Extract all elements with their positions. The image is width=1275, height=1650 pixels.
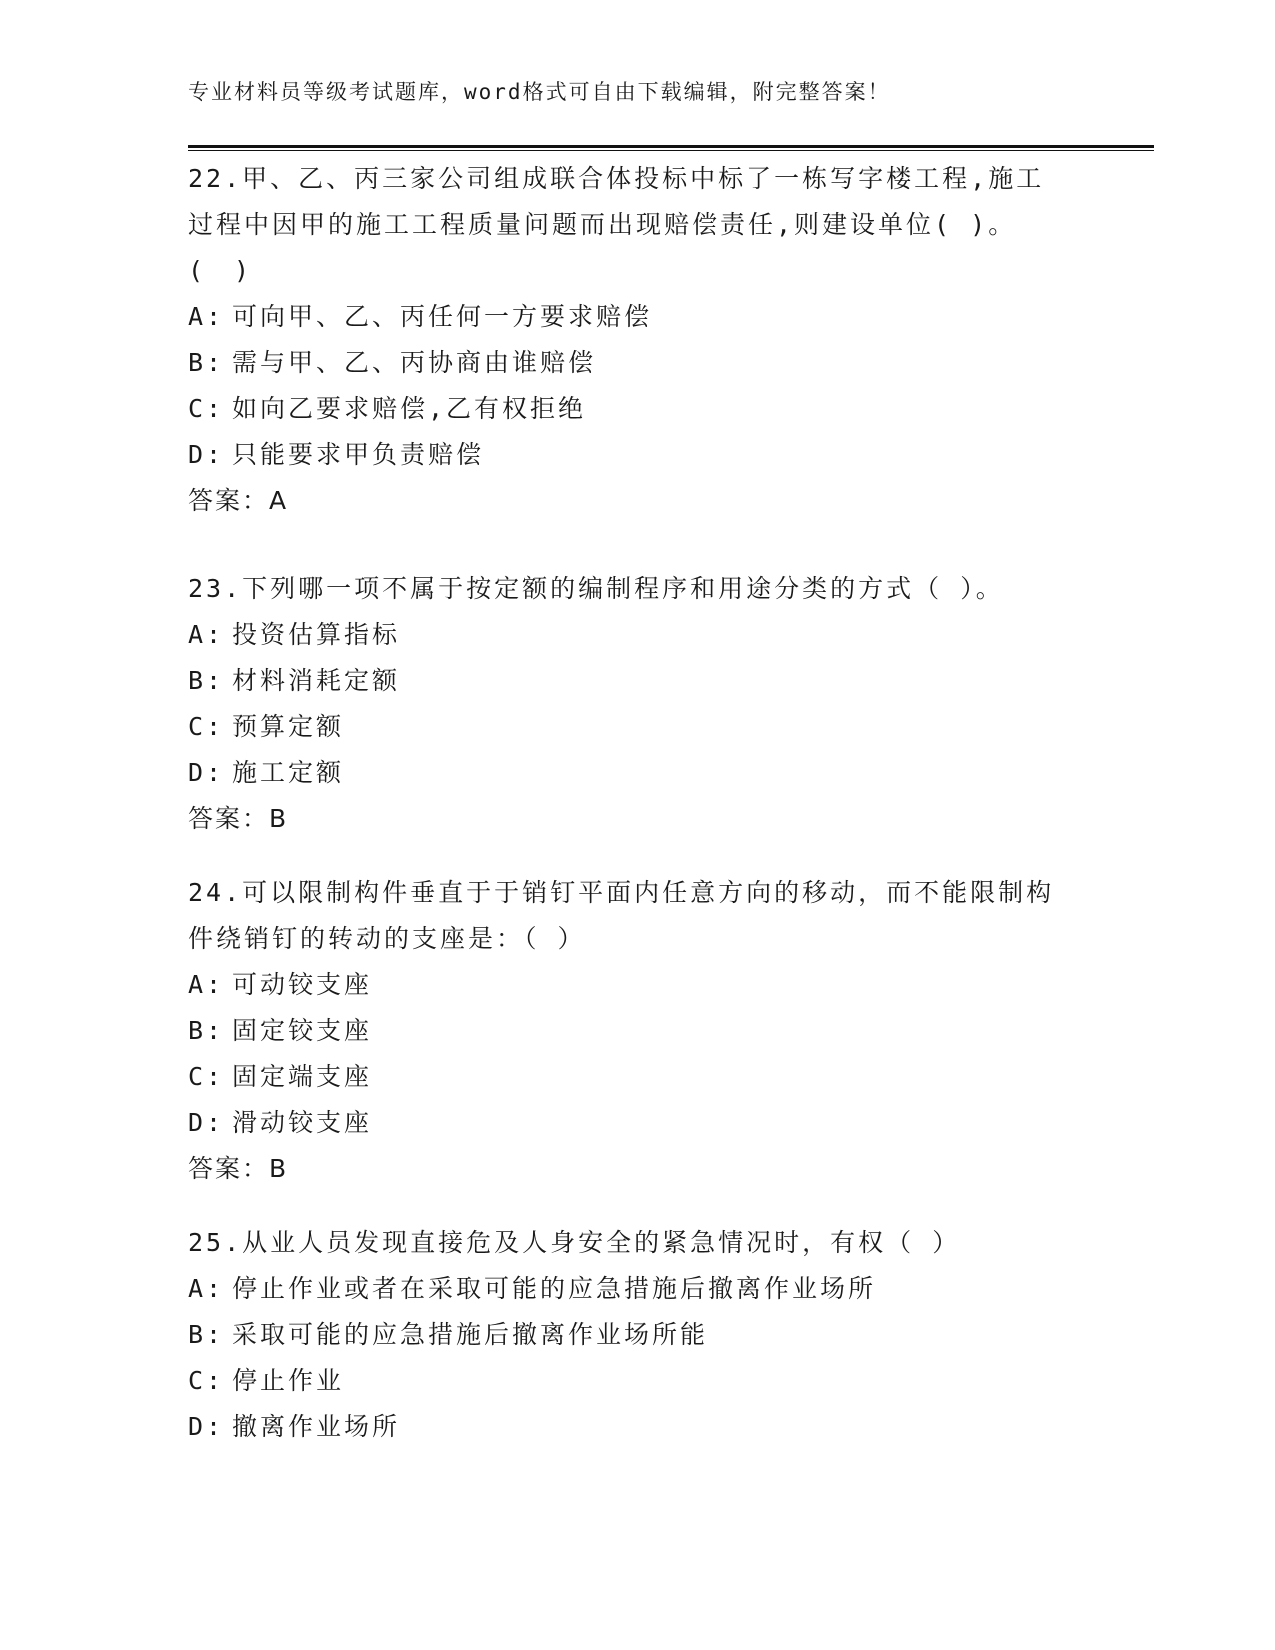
option-text: 如向乙要求赔偿,乙有权拒绝 bbox=[232, 394, 587, 423]
option-b bbox=[188, 658, 1088, 704]
option-c bbox=[188, 1358, 1088, 1404]
option-key: A: bbox=[188, 970, 225, 999]
option-text: 预算定额 bbox=[232, 712, 345, 741]
header-title: 专业材料员等级考试题库，word格式可自由下载编辑，附完整答案！ bbox=[188, 80, 891, 104]
option-key: D: bbox=[188, 440, 225, 469]
option-text: 只能要求甲负责赔偿 bbox=[232, 440, 485, 469]
question-stem: 24.可以限制构件垂直于于销钉平面内任意方向的移动，而不能限制构件绕销钉的转动的支座是：（ ） bbox=[188, 878, 1055, 953]
option-text: 撤离作业场所 bbox=[232, 1412, 401, 1441]
option-d bbox=[188, 432, 1048, 478]
option-d bbox=[188, 1100, 1068, 1146]
question-25 bbox=[188, 1220, 1088, 1450]
option-text: 固定端支座 bbox=[232, 1062, 373, 1091]
option-text: 停止作业或者在采取可能的应急措施后撤离作业场所 bbox=[232, 1274, 877, 1303]
option-a bbox=[188, 294, 1048, 340]
option-text: 需与甲、乙、丙协商由谁赔偿 bbox=[232, 348, 597, 377]
question-stem: 23.下列哪一项不属于按定额的编制程序和用途分类的方式（ ）。 bbox=[188, 574, 1004, 603]
question-23 bbox=[188, 566, 1088, 842]
option-b bbox=[188, 1008, 1068, 1054]
option-key: C: bbox=[188, 1062, 225, 1091]
option-key: B: bbox=[188, 666, 225, 695]
option-key: C: bbox=[188, 712, 225, 741]
option-key: D: bbox=[188, 1108, 225, 1137]
option-d bbox=[188, 1404, 1088, 1450]
option-key: C: bbox=[188, 1366, 225, 1395]
question-22 bbox=[188, 156, 1048, 524]
option-text: 材料消耗定额 bbox=[232, 666, 401, 695]
option-d bbox=[188, 750, 1088, 796]
option-c bbox=[188, 386, 1048, 432]
option-text: 可动铰支座 bbox=[232, 970, 373, 999]
option-text: 采取可能的应急措施后撤离作业场所能 bbox=[232, 1320, 709, 1349]
answer-line: 答案：A bbox=[188, 486, 289, 515]
option-b bbox=[188, 340, 1048, 386]
option-a bbox=[188, 1266, 1088, 1312]
option-key: B: bbox=[188, 1320, 225, 1349]
option-c bbox=[188, 704, 1088, 750]
option-text: 固定铰支座 bbox=[232, 1016, 373, 1045]
option-key: A: bbox=[188, 1274, 225, 1303]
option-key: B: bbox=[188, 348, 225, 377]
option-key: B: bbox=[188, 1016, 225, 1045]
option-key: A: bbox=[188, 302, 225, 331]
question-24 bbox=[188, 870, 1068, 1192]
option-key: D: bbox=[188, 758, 225, 787]
option-text: 投资估算指标 bbox=[232, 620, 401, 649]
option-c bbox=[188, 1054, 1068, 1100]
option-text: 停止作业 bbox=[232, 1366, 345, 1395]
option-b bbox=[188, 1312, 1088, 1358]
option-a bbox=[188, 962, 1068, 1008]
question-stem: 25.从业人员发现直接危及人身安全的紧急情况时，有权（ ） bbox=[188, 1228, 961, 1257]
header-rule-thin bbox=[188, 150, 1154, 151]
answer-line: 答案：B bbox=[188, 1154, 289, 1183]
option-key: C: bbox=[188, 394, 225, 423]
option-key: A: bbox=[188, 620, 225, 649]
option-a bbox=[188, 612, 1088, 658]
option-key: D: bbox=[188, 1412, 225, 1441]
header-rule-thick bbox=[188, 145, 1154, 148]
option-text: 可向甲、乙、丙任何一方要求赔偿 bbox=[232, 302, 653, 331]
question-stem: 22.甲、乙、丙三家公司组成联合体投标中标了一栋写字楼工程,施工过程中因甲的施工工程质量问题而出现赔偿责任,则建设单位( )。( ) bbox=[188, 164, 1045, 285]
option-text: 滑动铰支座 bbox=[232, 1108, 373, 1137]
option-text: 施工定额 bbox=[232, 758, 345, 787]
answer-line: 答案：B bbox=[188, 804, 289, 833]
